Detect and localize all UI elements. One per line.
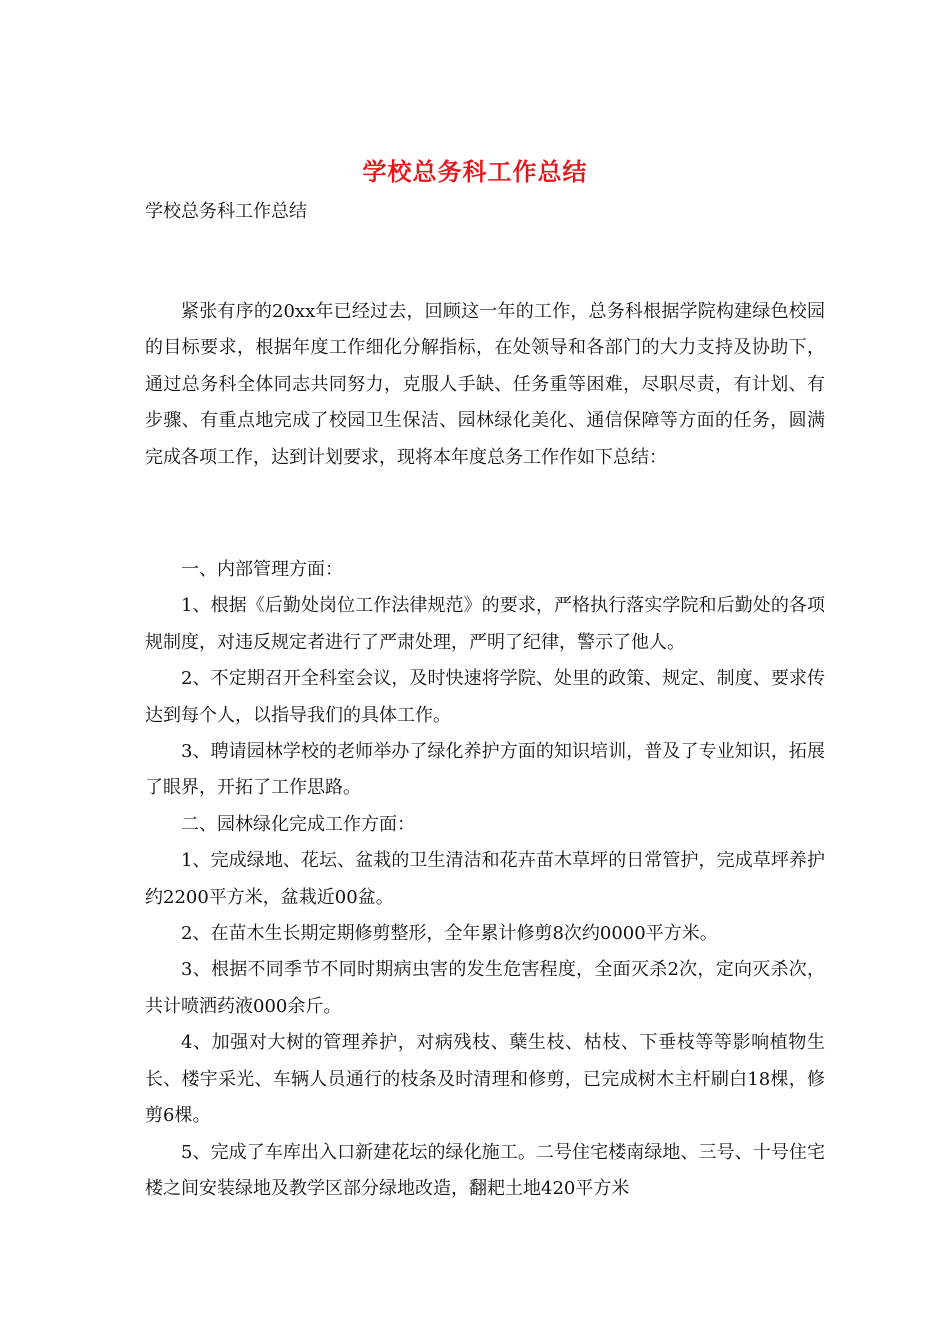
paragraph: 2、不定期召开全科室会议，及时快速将学院、处里的政策、规定、制度、要求传达到每个人，以指导我们的具体工作。	[145, 668, 825, 726]
paragraph: 3、聘请园林学校的老师举办了绿化养护方面的知识培训，普及了专业知识，拓展了眼界，开拓了工作思路。	[145, 741, 825, 799]
paragraph: 3、根据不同季节不同时期病虫害的发生危害程度，全面灭杀2次，定向灭杀次，共计喷洒药液000余斤。	[145, 959, 825, 1017]
body-section	[145, 552, 825, 1207]
paragraph: 5、完成了车库出入口新建花坛的绿化施工。二号住宅楼南绿地、三号、十号住宅楼之间安装绿地及教学区部分绿地改造，翻耙土地420平方米	[145, 1141, 825, 1199]
section-heading-landscaping: 二、园林绿化完成工作方面：	[181, 813, 415, 835]
paragraph: 4、加强对大树的管理养护，对病残枝、蘖生枝、枯枝、下垂枝等等影响植物生长、楼宇采光、车辆人员通行的枝条及时清理和修剪，已完成树木主杆刷白18棵，修剪6棵。	[145, 1032, 825, 1127]
document-subtitle: 学校总务科工作总结	[145, 201, 307, 222]
section-heading-internal-management: 一、内部管理方面：	[181, 559, 343, 580]
intro-section	[145, 294, 825, 476]
paragraph: 1、完成绿地、花坛、盆栽的卫生清洁和花卉苗木草坪的日常管护，完成草坪养护约2200平方米，盆栽近00盆。	[145, 850, 825, 908]
paragraph: 1、根据《后勤处岗位工作法律规范》的要求，严格执行落实学院和后勤处的各项规制度，对违反规定者进行了严肃处理，严明了纪律，警示了他人。	[145, 595, 825, 653]
intro-paragraph: 紧张有序的20xx年已经过去，回顾这一年的工作，总务科根据学院构建绿色校园的目标要求，根据年度工作细化分解指标，在处领导和各部门的大力支持及协助下，通过总务科全体同志共同努力，克服人手缺、任务重等困难，尽职尽责，有计划、有步骤、有重点地完成了校园卫生保洁、园林绿化美化、通信保障等方面的任务，圆满完成各项工作，达到计划要求，现将本年度总务工作作如下总结：	[145, 301, 825, 468]
paragraph: 2、在苗木生长期定期修剪整形，全年累计修剪8次约0000平方米。	[181, 923, 718, 945]
document-title: 学校总务科工作总结	[362, 157, 588, 186]
